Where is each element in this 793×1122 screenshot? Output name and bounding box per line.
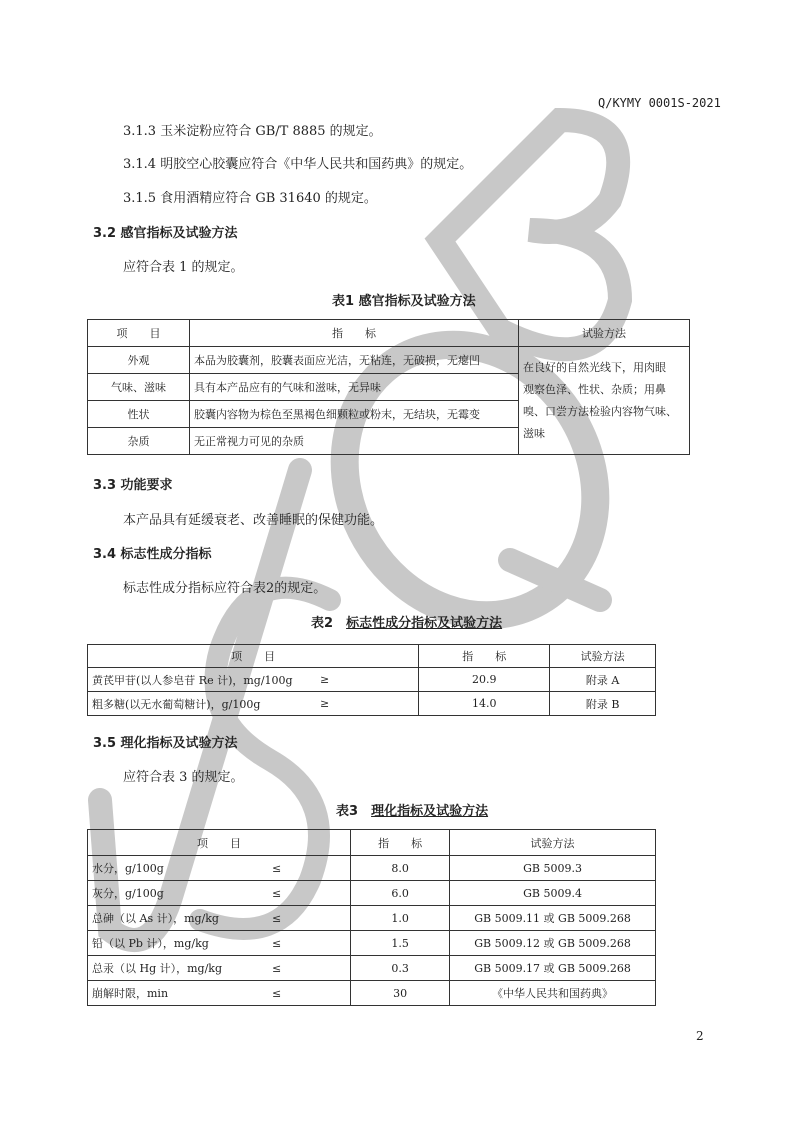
table3 [87, 829, 656, 1006]
table3-caption-text: 理化指标及试验方法 [371, 804, 489, 819]
document-code: Q/KYMY 0001S-2021 [598, 96, 721, 110]
table3-header-item: 项 目 [88, 830, 351, 856]
table3-cell: GB 5009.17 或 GB 5009.268 [450, 956, 656, 981]
clause-3-1-4: 3.1.4 明胶空心胶囊应符合《中华人民共和国药典》的规定。 [123, 157, 473, 172]
table2-caption-number: 表2 [311, 616, 334, 631]
table1-method-line: 滋味 [523, 426, 545, 440]
table3-cell: 崩解时限，min [88, 981, 269, 1006]
table2-cell: 20.9 [419, 668, 550, 692]
table3-header-method: 试验方法 [450, 830, 656, 856]
table1-caption: 表1 感官指标及试验方法 [332, 294, 476, 309]
section-3-2-heading: 3.2 感官指标及试验方法 [93, 226, 238, 241]
table2-caption-text: 标志性成分指标及试验方法 [346, 616, 503, 631]
table1-method-line: 观察色泽、性状、杂质；用鼻 [523, 382, 666, 396]
table3-cell: ≤ [268, 881, 351, 906]
section-3-4-heading: 3.4 标志性成分指标 [93, 547, 212, 562]
table2 [87, 644, 656, 716]
table1-cell: 本品为胶囊剂，胶囊表面应光洁，无粘连，无破损，无瘪凹 [190, 347, 519, 374]
table2-cell: 黄芪甲苷(以人参皂苷 Re 计)，mg/100g [88, 668, 317, 692]
table3-cell: 水分，g/100g [88, 856, 269, 881]
table3-cell: 8.0 [351, 856, 450, 881]
table2-cell: ≥ [316, 668, 419, 692]
table3-cell: 总砷（以 As 计），mg/kg [88, 906, 269, 931]
table3-cell: 1.0 [351, 906, 450, 931]
table3-caption [336, 800, 488, 819]
table1-header-spec: 指 标 [190, 320, 519, 347]
table3-cell: ≤ [268, 856, 351, 881]
table3-cell: ≤ [268, 956, 351, 981]
table1-cell: 外观 [88, 347, 190, 374]
table2-cell: 附录 A [550, 668, 656, 692]
table3-cell: 0.3 [351, 956, 450, 981]
table1-method-cell [519, 347, 690, 455]
table2-cell: 14.0 [419, 692, 550, 716]
section-3-5-text: 应符合表 3 的规定。 [123, 770, 244, 785]
table1-cell: 气味、滋味 [88, 374, 190, 401]
table3-caption-number: 表3 [336, 804, 359, 819]
table3-cell: 1.5 [351, 931, 450, 956]
table3-cell: ≤ [268, 981, 351, 1006]
section-3-3-heading: 3.3 功能要求 [93, 478, 173, 493]
table1-method-line: 嗅、口尝方法检验内容物气味、 [523, 404, 677, 418]
table3-cell: GB 5009.12 或 GB 5009.268 [450, 931, 656, 956]
section-3-3-text: 本产品具有延缓衰老、改善睡眠的保健功能。 [123, 513, 384, 528]
page-number: 2 [696, 1029, 704, 1043]
table2-header-spec: 指 标 [419, 645, 550, 668]
table1-header-method: 试验方法 [519, 320, 690, 347]
section-3-5-heading: 3.5 理化指标及试验方法 [93, 736, 238, 751]
table1-header-item: 项 目 [88, 320, 190, 347]
table2-cell: 粗多糖(以无水葡萄糖计)，g/100g [88, 692, 317, 716]
table3-cell: 30 [351, 981, 450, 1006]
table2-header-item: 项 目 [88, 645, 419, 668]
table1-cell: 具有本产品应有的气味和滋味，无异味 [190, 374, 519, 401]
table1-cell: 杂质 [88, 428, 190, 455]
section-3-2-text: 应符合表 1 的规定。 [123, 260, 244, 275]
table3-header-spec: 指 标 [351, 830, 450, 856]
table3-cell: GB 5009.3 [450, 856, 656, 881]
table3-cell: 总汞（以 Hg 计），mg/kg [88, 956, 269, 981]
table3-cell: 铅（以 Pb 计），mg/kg [88, 931, 269, 956]
table1-cell: 无正常视力可见的杂质 [190, 428, 519, 455]
table3-cell: ≤ [268, 931, 351, 956]
section-3-4-text: 标志性成分指标应符合表2的规定。 [123, 581, 327, 596]
table1-method-line: 在良好的自然光线下，用肉眼 [523, 360, 666, 374]
clause-3-1-5: 3.1.5 食用酒精应符合 GB 31640 的规定。 [123, 191, 377, 206]
clause-3-1-3: 3.1.3 玉米淀粉应符合 GB/T 8885 的规定。 [123, 124, 382, 139]
table3-cell: 6.0 [351, 881, 450, 906]
table1-cell: 胶囊内容物为棕色至黑褐色细颗粒或粉末，无结块，无霉变 [190, 401, 519, 428]
table2-header-method: 试验方法 [550, 645, 656, 668]
table3-cell: 《中华人民共和国药典》 [450, 981, 656, 1006]
table2-cell: ≥ [316, 692, 419, 716]
table3-cell: GB 5009.11 或 GB 5009.268 [450, 906, 656, 931]
table1 [87, 319, 690, 455]
table2-cell: 附录 B [550, 692, 656, 716]
table3-cell: ≤ [268, 906, 351, 931]
table1-cell: 性状 [88, 401, 190, 428]
table2-caption [311, 612, 502, 631]
table3-cell: GB 5009.4 [450, 881, 656, 906]
table3-cell: 灰分，g/100g [88, 881, 269, 906]
